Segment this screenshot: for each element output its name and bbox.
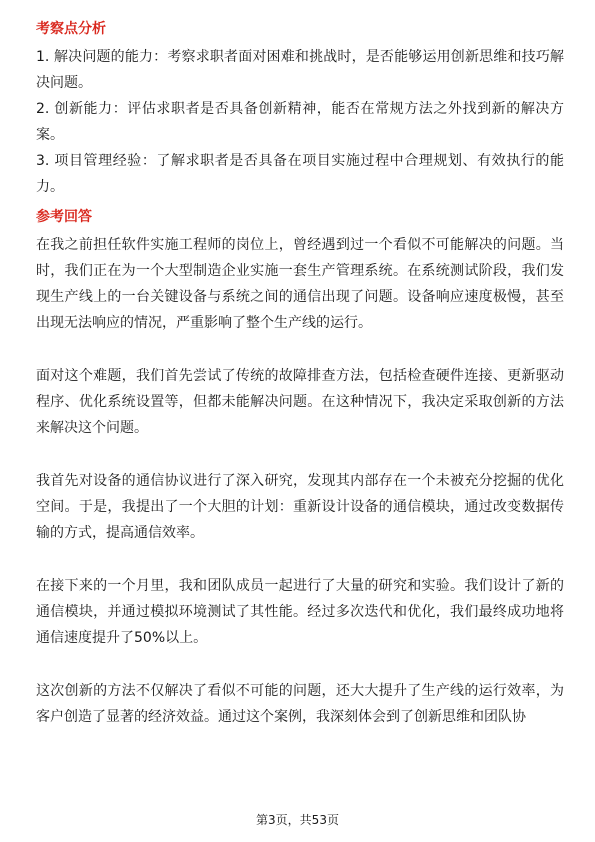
answer-paragraph-5: 这次创新的方法不仅解决了看似不可能的问题，还大大提升了生产线的运行效率，为客户创造了显著的经济效益。通过这个案例，我深刻体会到了创新思维和团队协	[36, 683, 564, 725]
answer-paragraph-4: 在接下来的一个月里，我和团队成员一起进行了大量的研究和实验。我们设计了新的通信模块，并通过模拟环境测试了其性能。经过多次迭代和优化，我们最终成功地将通信速度提升了50%以上。	[36, 578, 564, 646]
answer-heading: 参考回答	[36, 209, 92, 225]
answer-paragraph-3: 我首先对设备的通信协议进行了深入研究，发现其内部存在一个未被充分挖掘的优化空间。于是，我提出了一个大胆的计划：重新设计设备的通信模块，通过改变数据传输的方式，提高通信效率。	[36, 473, 564, 541]
answer-paragraph-2: 面对这个难题，我们首先尝试了传统的故障排查方法，包括检查硬件连接、更新驱动程序、优化系统设置等，但都未能解决问题。在这种情况下，我决定采取创新的方法来解决这个问题。	[36, 368, 564, 436]
analysis-item-2: 2. 创新能力：评估求职者是否具备创新精神，能否在常规方法之外找到新的解决方案。	[36, 101, 564, 143]
page-number-footer: 第3页，共53页	[256, 813, 339, 827]
analysis-item-1: 1. 解决问题的能力：考察求职者面对困难和挑战时，是否能够运用创新思维和技巧解决问题。	[36, 49, 564, 91]
answer-paragraph-1: 在我之前担任软件实施工程师的岗位上，曾经遇到过一个看似不可能解决的问题。当时，我们正在为一个大型制造企业实施一套生产管理系统。在系统测试阶段，我们发现生产线上的一台关键设备与系统之间的通信出现了问题。设备响应速度极慢，甚至出现无法响应的情况，严重影响了整个生产线的运行。	[36, 237, 564, 331]
analysis-item-3: 3. 项目管理经验：了解求职者是否具备在项目实施过程中合理规划、有效执行的能力。	[36, 153, 564, 195]
document-page	[36, 20, 564, 730]
analysis-heading: 考察点分析	[36, 21, 106, 37]
